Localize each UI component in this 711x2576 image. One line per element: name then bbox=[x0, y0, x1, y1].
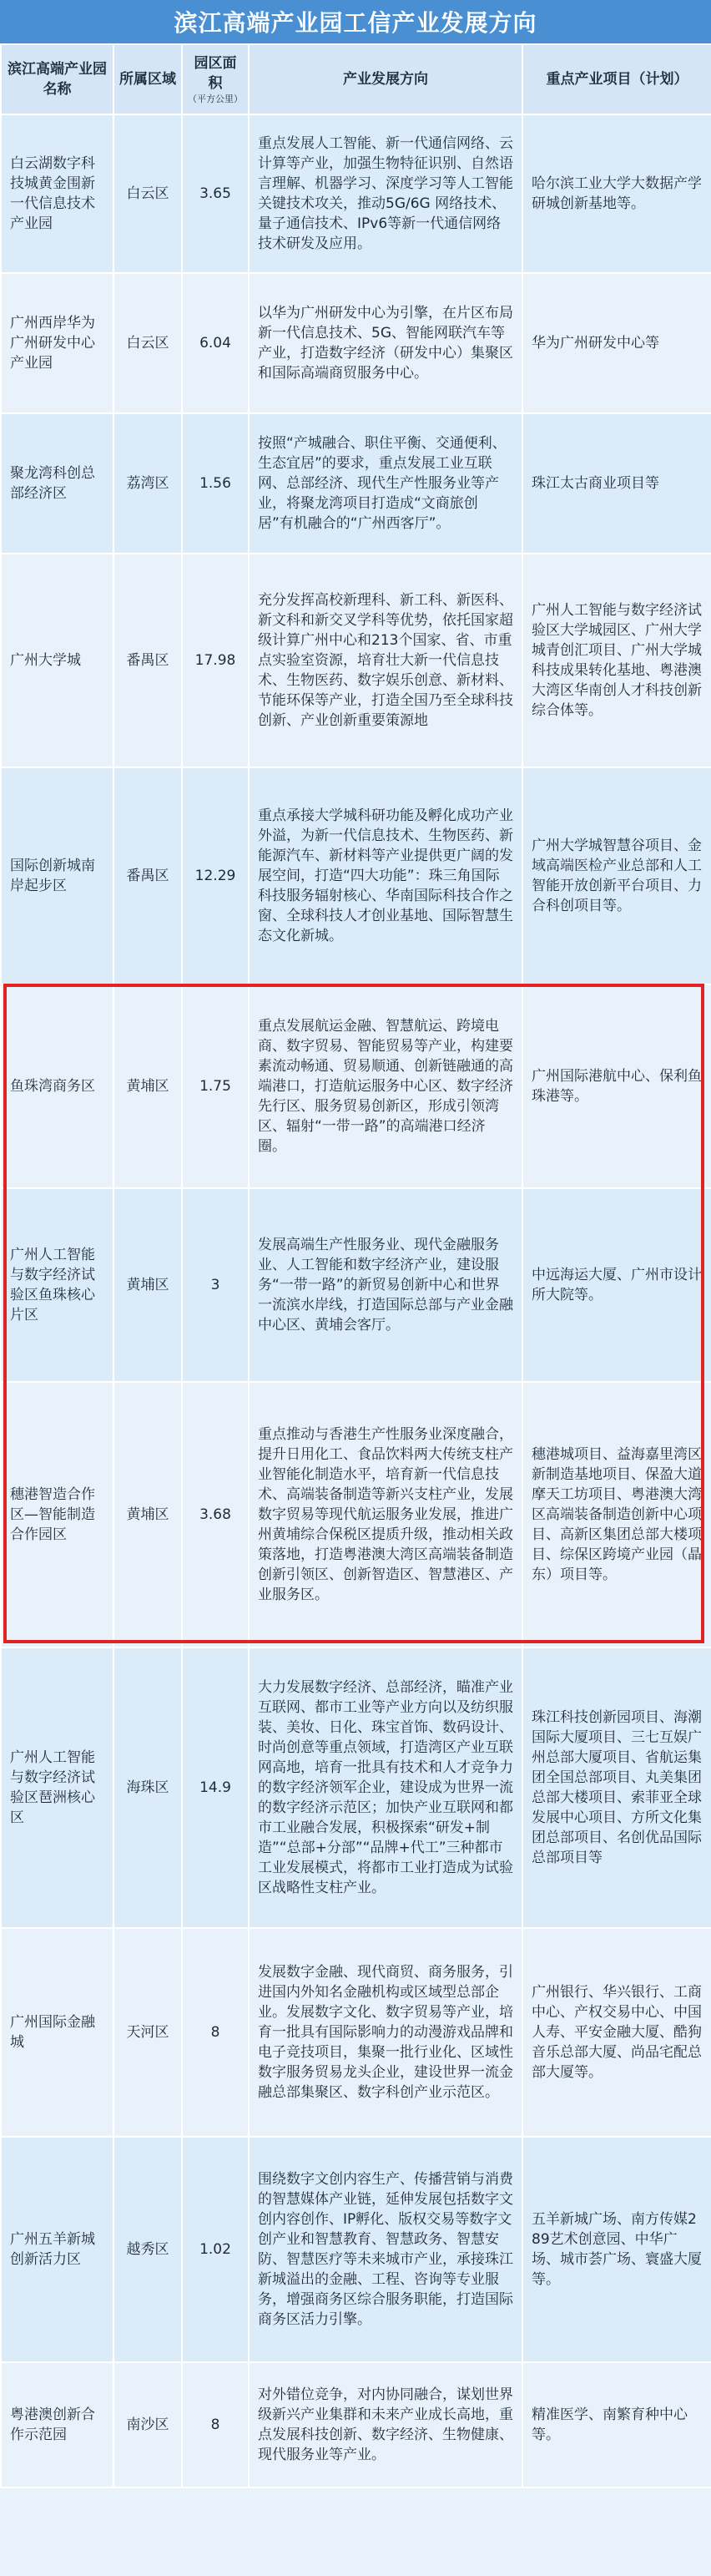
direction: 重点承接大学城科研功能及孵化成功产业外溢，为新一代信息技术、生物医药、新能源汽车、新材料等产业提供更广阔的发展空间，打造“四大功能”：珠三角国际科技服务辐射核心、华南国际科技合作之窗、全球科技人才创业基地、国际智慧生态文化新城。 bbox=[249, 767, 522, 984]
projects: 广州人工智能与数字经济试验区大学城园区、广州大学城青创汇项目、广州大学城科技成果转化基地、粤港澳大湾区华南创人才科技创新综合体等。 bbox=[522, 554, 711, 767]
park-name: 穗港智造合作区—智能制造合作园区 bbox=[1, 1382, 113, 1647]
direction: 充分发挥高校新理科、新工科、新医科、新文科和新交叉学科等优势，依托国家超级计算广州中心和213个国家、省、市重点实验室资源，培育壮大新一代信息技术、生物医药、数字娱乐创意、新材料、节能环保等产业，打造全国乃至全球科技创新、产业创新重要策源地 bbox=[249, 554, 522, 767]
direction: 按照“产城融合、职住平衡、交通便利、生态宜居”的要求，重点发展工业互联网、总部经济、现代生产性服务业等产业，将聚龙湾项目打造成“文商旅创居”有机融合的“广州西客厅”。 bbox=[249, 413, 522, 554]
projects: 华为广州研发中心等 bbox=[522, 273, 711, 413]
park-name: 聚龙湾科创总部经济区 bbox=[1, 413, 113, 554]
district: 黄埔区 bbox=[113, 1382, 182, 1647]
park-name: 广州西岸华为广州研发中心产业园 bbox=[1, 273, 113, 413]
direction: 重点发展人工智能、新一代通信网络、云计算等产业，加强生物特征识别、自然语言理解、机器学习、深度学习等人工智能关键技术攻关，推动5G/6G 网络技术、量子通信技术、IPv6等新一代通信网络技术研发及应用。 bbox=[249, 114, 522, 273]
district: 越秀区 bbox=[113, 2137, 182, 2362]
direction: 大力发展数字经济、总部经济，瞄准产业互联网、都市工业等产业方向以及纺织服装、美妆、日化、珠宝首饰、数码设计、时尚创意等重点领域，打造湾区产业互联网高地，培育一批具有技术和人才竞争力的数字经济领军企业，建设成为世界一流的数字经济示范区；加快产业互联网和都市工业融合发展，积极探索“研发+制造”“总部+分部”“品牌+代工”三种都市工业发展模式，将都市工业打造成为试验区战略性支柱产业。 bbox=[249, 1647, 522, 1928]
area: 14.9 bbox=[182, 1647, 249, 1928]
direction: 重点推动与香港生产性服务业深度融合，提升日用化工、食品饮料两大传统支柱产业智能化制造水平，培育新一代信息技术、高端装备制造等新兴支柱产业，发展数字贸易等现代航运服务业发展，推进广州黄埔综合保税区提质升级，推动相关政策落地，打造粤港澳大湾区高端装备制造创新引领区、创新智造区、智慧港区、产业服务区。 bbox=[249, 1382, 522, 1647]
projects: 广州大学城智慧谷项目、金域高端医检产业总部和人工智能开放创新平台项目、力合科创项目等。 bbox=[522, 767, 711, 984]
park-name: 国际创新城南岸起步区 bbox=[1, 767, 113, 984]
header-area-label: 园区面积 bbox=[194, 55, 237, 92]
table-row bbox=[1, 2362, 711, 2487]
area: 1.75 bbox=[182, 984, 249, 1188]
area: 3.68 bbox=[182, 1382, 249, 1647]
park-name: 白云湖数字科技城黄金围新一代信息技术产业园 bbox=[1, 114, 113, 273]
district: 白云区 bbox=[113, 114, 182, 273]
direction: 围绕数字文创内容生产、传播营销与消费的智慧媒体产业链，延伸发展包括数字文创内容创作、IP孵化、版权交易等数字文创产业和智慧教育、智慧政务、智慧安防、智慧医疗等未来城市产业，承接珠江新城溢出的金融、工程、咨询等专业服务，增强商务区综合服务职能，打造国际商务区活力引擎。 bbox=[249, 2137, 522, 2362]
area: 3.65 bbox=[182, 114, 249, 273]
projects: 哈尔滨工业大学大数据产学研城创新基地等。 bbox=[522, 114, 711, 273]
park-name: 粤港澳创新合作示范园 bbox=[1, 2362, 113, 2487]
projects: 五羊新城广场、南方传媒289艺术创意园、中华广场、城市荟广场、寰盛大厦等。 bbox=[522, 2137, 711, 2362]
header-park: 滨江高端产业园名称 bbox=[1, 44, 113, 114]
table-row bbox=[1, 1382, 711, 1647]
projects: 广州银行、华兴银行、工商中心、产权交易中心、中国人寿、平安金融大厦、酷狗音乐总部大厦、尚品宅配总部大厦等。 bbox=[522, 1928, 711, 2137]
district: 黄埔区 bbox=[113, 1188, 182, 1382]
district: 白云区 bbox=[113, 273, 182, 413]
area: 6.04 bbox=[182, 273, 249, 413]
projects: 广州国际港航中心、保利鱼珠港等。 bbox=[522, 984, 711, 1188]
district: 天河区 bbox=[113, 1928, 182, 2137]
area: 8 bbox=[182, 2362, 249, 2487]
projects: 珠江科技创新园项目、海潮国际大厦项目、三七互娱广州总部大厦项目、省航运集团全国总部项目、丸美集团总部大楼项目、索菲亚全球发展中心项目、方所文化集团总部项目、名创优品国际总部项目等 bbox=[522, 1647, 711, 1928]
table-row bbox=[1, 1928, 711, 2137]
district: 番禺区 bbox=[113, 767, 182, 984]
district: 荔湾区 bbox=[113, 413, 182, 554]
area: 17.98 bbox=[182, 554, 249, 767]
header-area-unit: （平方公里） bbox=[188, 94, 243, 104]
table-row bbox=[1, 554, 711, 767]
park-name: 广州五羊新城创新活力区 bbox=[1, 2137, 113, 2362]
direction: 重点发展航运金融、智慧航运、跨境电商、数字贸易、智能贸易等产业，构建要素流动畅通、贸易顺通、创新链融通的高端港口，打造航运服务中心区、数字经济先行区、服务贸易创新区，形成引领湾区、辐射“一带一路”的高端港口经济圈。 bbox=[249, 984, 522, 1188]
direction: 发展高端生产性服务业、现代金融服务业、人工智能和数字经济产业，建设服务“一带一路”的新贸易创新中心和世界一流滨水岸线，打造国际总部与产业金融中心区、黄埔会客厅。 bbox=[249, 1188, 522, 1382]
table-row bbox=[1, 413, 711, 554]
projects: 穗港城项目、益海嘉里湾区新制造基地项目、保盈大道摩天工坊项目、粤港澳大湾区高端装备制造创新中心项目、高新区集团总部大楼项目、综保区跨境产业园（晶东）项目等。 bbox=[522, 1382, 711, 1647]
header-direction: 产业发展方向 bbox=[249, 44, 522, 114]
park-name: 鱼珠湾商务区 bbox=[1, 984, 113, 1188]
table-header-row bbox=[1, 44, 711, 114]
projects: 中远海运大厦、广州市设计所大院等。 bbox=[522, 1188, 711, 1382]
district: 南沙区 bbox=[113, 2362, 182, 2487]
table-row bbox=[1, 114, 711, 273]
header-area bbox=[182, 44, 249, 114]
projects: 精准医学、南繁育种中心等。 bbox=[522, 2362, 711, 2487]
park-name: 广州大学城 bbox=[1, 554, 113, 767]
direction: 以华为广州研发中心为引擎，在片区布局新一代信息技术、5G、智能网联汽车等产业，打造数字经济（研发中心）集聚区和国际高端商贸服务中心。 bbox=[249, 273, 522, 413]
table-row bbox=[1, 767, 711, 984]
district: 海珠区 bbox=[113, 1647, 182, 1928]
direction: 发展数字金融、现代商贸、商务服务，引进国内外知名金融机构或区域型总部企业。发展数字文化、数字贸易等产业，培育一批具有国际影响力的动漫游戏品牌和电子竞技项目，集聚一批行业化、区域性数字服务贸易龙头企业，建设世界一流金融总部集聚区、数字科创产业示范区。 bbox=[249, 1928, 522, 2137]
district: 番禺区 bbox=[113, 554, 182, 767]
area: 1.02 bbox=[182, 2137, 249, 2362]
park-name: 广州人工智能与数字经济试验区琶洲核心区 bbox=[1, 1647, 113, 1928]
direction: 对外错位竞争，对内协同融合，谋划世界级新兴产业集群和未来产业成长高地，重点发展科技创新、数字经济、生物健康、现代服务业等产业。 bbox=[249, 2362, 522, 2487]
header-projects: 重点产业项目（计划） bbox=[522, 44, 711, 114]
area: 8 bbox=[182, 1928, 249, 2137]
park-name: 广州国际金融城 bbox=[1, 1928, 113, 2137]
area: 1.56 bbox=[182, 413, 249, 554]
district: 黄埔区 bbox=[113, 984, 182, 1188]
table-row bbox=[1, 2137, 711, 2362]
area: 12.29 bbox=[182, 767, 249, 984]
area: 3 bbox=[182, 1188, 249, 1382]
park-name: 广州人工智能与数字经济试验区鱼珠核心片区 bbox=[1, 1188, 113, 1382]
projects: 珠江太古商业项目等 bbox=[522, 413, 711, 554]
table-row bbox=[1, 1647, 711, 1928]
table-row bbox=[1, 273, 711, 413]
table-row bbox=[1, 1188, 711, 1382]
table-row bbox=[1, 984, 711, 1188]
header-district: 所属区域 bbox=[113, 44, 182, 114]
page-title: 滨江高端产业园工信产业发展方向 bbox=[0, 0, 711, 43]
industry-table bbox=[0, 43, 711, 2488]
